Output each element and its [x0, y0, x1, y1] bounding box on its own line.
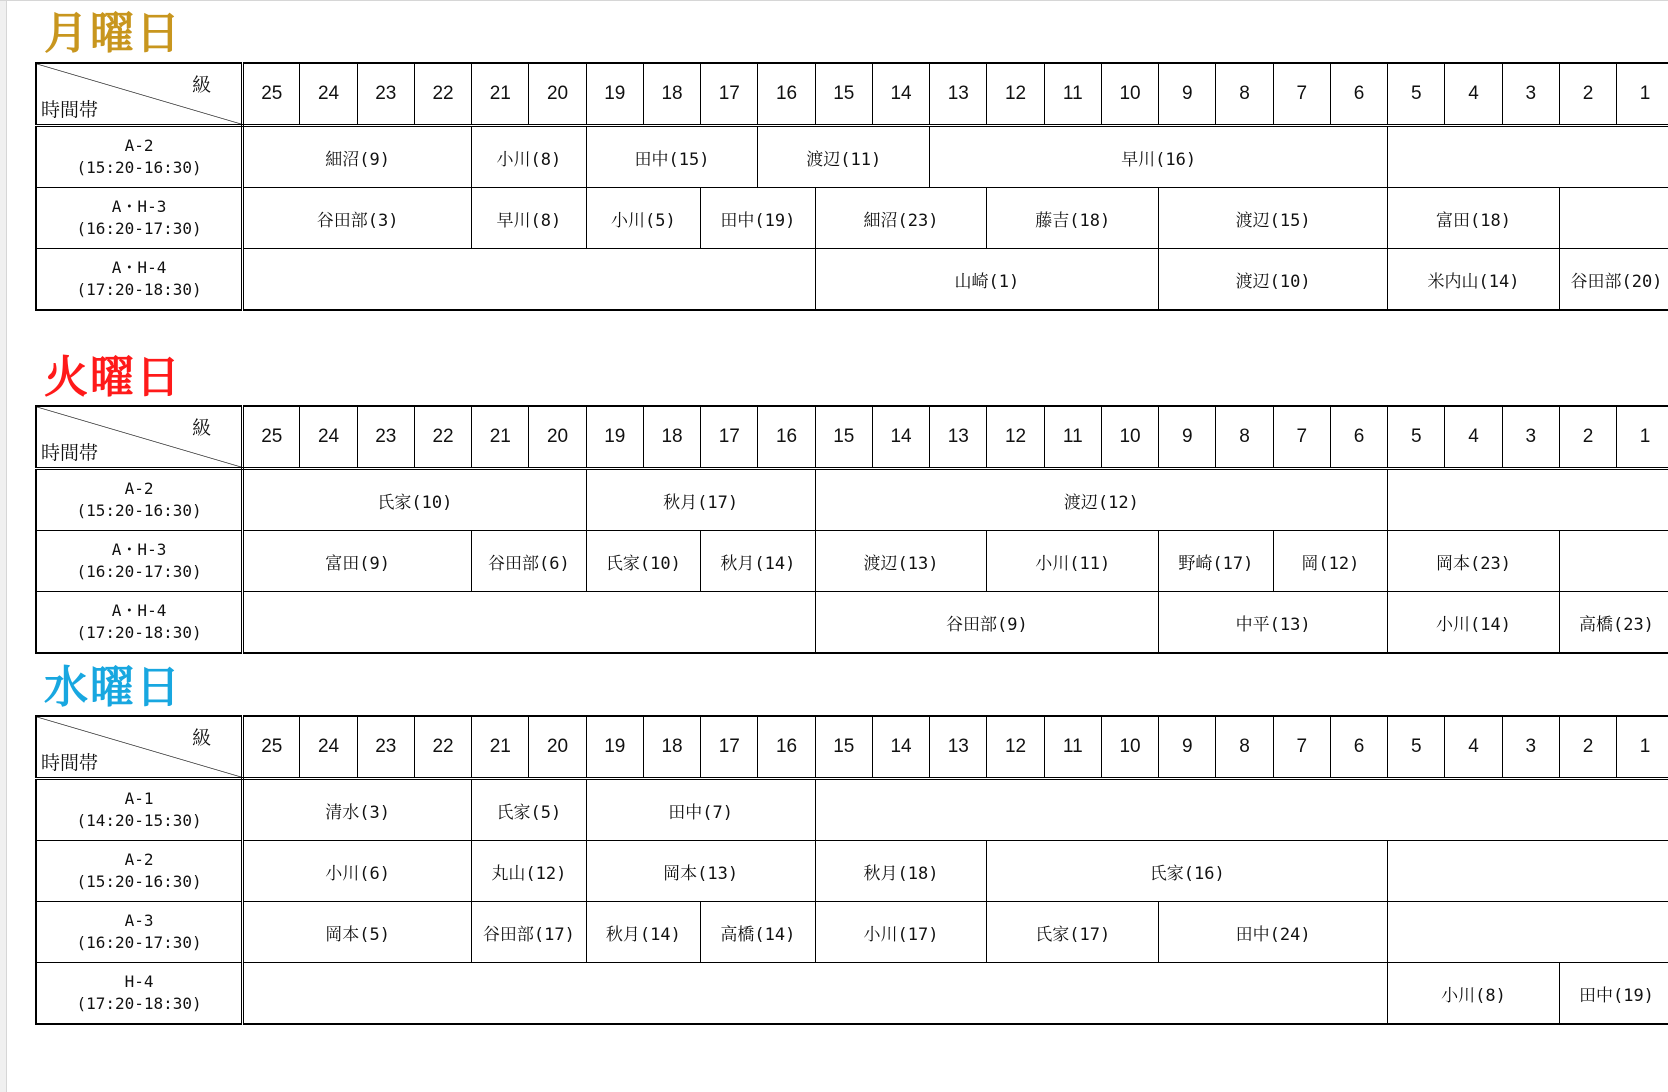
grade-header-cell: 20 [529, 406, 586, 469]
instructor-assignment-cell: 富田(9) [243, 531, 472, 592]
slot-time-range: (17:20-18:30) [76, 280, 202, 299]
slot-time-range: (16:20-17:30) [76, 219, 202, 238]
grade-header-cell: 19 [586, 406, 643, 469]
instructor-assignment-cell: 早川(8) [472, 188, 587, 249]
slot-code: A・H-4 [111, 601, 167, 620]
empty-cell [1388, 902, 1668, 963]
instructor-assignment-cell: 氏家(5) [472, 779, 587, 841]
grade-header-cell: 3 [1502, 716, 1559, 779]
instructor-assignment-cell: 中平(13) [1159, 592, 1388, 654]
time-slot-row [36, 188, 1668, 249]
instructor-assignment-cell: 藤吉(18) [987, 188, 1159, 249]
time-slot-cell [36, 841, 243, 902]
grade-header-cell: 9 [1159, 63, 1216, 126]
instructor-assignment-cell: 秋月(14) [701, 531, 816, 592]
grade-header-cell: 22 [414, 716, 471, 779]
grade-header-cell: 14 [872, 63, 929, 126]
grade-header-cell: 10 [1101, 63, 1158, 126]
time-slot-cell [36, 963, 243, 1025]
grade-header-cell: 21 [472, 716, 529, 779]
instructor-assignment-cell: 富田(18) [1388, 188, 1560, 249]
grade-header-cell: 25 [243, 63, 300, 126]
instructor-assignment-cell: 氏家(17) [987, 902, 1159, 963]
instructor-assignment-cell: 谷田部(6) [472, 531, 587, 592]
empty-cell [815, 779, 1668, 841]
grade-header-cell: 9 [1159, 716, 1216, 779]
instructor-assignment-cell: 氏家(10) [586, 531, 701, 592]
time-slot-cell [36, 469, 243, 531]
grade-header-cell: 8 [1216, 63, 1273, 126]
time-axis-label: 時間帯 [41, 442, 99, 464]
instructor-assignment-cell: 渡辺(12) [815, 469, 1388, 531]
instructor-assignment-cell: 小川(6) [243, 841, 472, 902]
grade-header-cell: 21 [472, 406, 529, 469]
schedule-table-monday [35, 62, 1668, 311]
time-slot-row [36, 126, 1668, 188]
grade-header-cell: 4 [1445, 63, 1502, 126]
grade-header-cell: 3 [1502, 63, 1559, 126]
header-corner-cell [36, 716, 243, 779]
sheet-top-border [0, 0, 1668, 1]
time-slot-cell [36, 126, 243, 188]
slot-code: A-2 [124, 136, 154, 155]
instructor-assignment-cell: 早川(16) [930, 126, 1388, 188]
grade-header-cell: 6 [1330, 63, 1387, 126]
grade-header-cell: 5 [1388, 406, 1445, 469]
instructor-assignment-cell: 渡辺(10) [1159, 249, 1388, 311]
schedule-table-wednesday [35, 715, 1668, 1025]
sheet-row-gutter [0, 0, 7, 1092]
instructor-assignment-cell: 小川(14) [1388, 592, 1560, 654]
grade-header-row [36, 63, 1668, 126]
grade-header-cell: 20 [529, 63, 586, 126]
time-axis-label: 時間帯 [41, 99, 99, 121]
grade-header-cell: 7 [1273, 406, 1330, 469]
grade-header-cell: 15 [815, 406, 872, 469]
grade-header-cell: 4 [1445, 406, 1502, 469]
grade-header-cell: 20 [529, 716, 586, 779]
instructor-assignment-cell: 岡(12) [1273, 531, 1388, 592]
instructor-assignment-cell: 岡本(13) [586, 841, 815, 902]
slot-time-range: (15:20-16:30) [76, 158, 202, 177]
instructor-assignment-cell: 渡辺(13) [815, 531, 987, 592]
instructor-assignment-cell: 秋月(17) [586, 469, 815, 531]
slot-time-range: (17:20-18:30) [76, 623, 202, 642]
instructor-assignment-cell: 細沼(9) [243, 126, 472, 188]
grade-header-cell: 8 [1216, 716, 1273, 779]
grade-axis-label: 級 [192, 727, 212, 749]
grade-header-cell: 17 [701, 406, 758, 469]
grade-header-cell: 18 [643, 716, 700, 779]
grade-header-cell: 16 [758, 63, 815, 126]
grade-header-row [36, 716, 1668, 779]
grade-header-cell: 12 [987, 406, 1044, 469]
grade-header-cell: 13 [930, 63, 987, 126]
instructor-assignment-cell: 米内山(14) [1388, 249, 1560, 311]
grade-header-cell: 2 [1559, 716, 1616, 779]
grade-header-cell: 3 [1502, 406, 1559, 469]
slot-code: A-2 [124, 850, 154, 869]
grade-header-cell: 21 [472, 63, 529, 126]
time-slot-row [36, 779, 1668, 841]
grade-header-cell: 23 [357, 716, 414, 779]
time-slot-cell [36, 779, 243, 841]
grade-axis-label: 級 [192, 417, 212, 439]
day-title-tuesday: 火曜日 [44, 352, 182, 403]
grade-header-cell: 13 [930, 716, 987, 779]
instructor-assignment-cell: 秋月(18) [815, 841, 987, 902]
grade-header-cell: 14 [872, 716, 929, 779]
instructor-assignment-cell: 氏家(10) [243, 469, 587, 531]
grade-header-cell: 15 [815, 63, 872, 126]
grade-header-cell: 1 [1617, 406, 1668, 469]
time-slot-cell [36, 592, 243, 654]
grade-header-cell: 13 [930, 406, 987, 469]
instructor-assignment-cell: 渡辺(11) [758, 126, 930, 188]
instructor-assignment-cell: 小川(17) [815, 902, 987, 963]
grade-header-cell: 2 [1559, 406, 1616, 469]
instructor-assignment-cell: 小川(8) [472, 126, 587, 188]
time-slot-row [36, 249, 1668, 311]
grade-header-cell: 25 [243, 716, 300, 779]
instructor-assignment-cell: 高橋(23) [1559, 592, 1668, 654]
instructor-assignment-cell: 谷田部(17) [472, 902, 587, 963]
grade-header-cell: 24 [300, 716, 357, 779]
empty-cell [1388, 126, 1668, 188]
instructor-assignment-cell: 氏家(16) [987, 841, 1388, 902]
slot-time-range: (16:20-17:30) [76, 562, 202, 581]
time-slot-row [36, 469, 1668, 531]
time-slot-row [36, 902, 1668, 963]
instructor-assignment-cell: 秋月(14) [586, 902, 701, 963]
time-slot-cell [36, 249, 243, 311]
empty-cell [1388, 841, 1668, 902]
grade-header-cell: 7 [1273, 716, 1330, 779]
time-slot-cell [36, 902, 243, 963]
grade-header-cell: 10 [1101, 716, 1158, 779]
slot-code: A・H-3 [111, 540, 167, 559]
slot-time-range: (16:20-17:30) [76, 933, 202, 952]
grade-header-cell: 19 [586, 716, 643, 779]
instructor-assignment-cell: 清水(3) [243, 779, 472, 841]
instructor-assignment-cell: 岡本(5) [243, 902, 472, 963]
grade-header-cell: 8 [1216, 406, 1273, 469]
empty-cell [1559, 188, 1668, 249]
header-corner-cell [36, 63, 243, 126]
instructor-assignment-cell: 田中(7) [586, 779, 815, 841]
slot-code: A・H-3 [111, 197, 167, 216]
empty-cell [243, 963, 1388, 1025]
grade-header-cell: 17 [701, 716, 758, 779]
day-title-wednesday: 水曜日 [44, 662, 182, 713]
day-title-monday: 月曜日 [44, 8, 182, 59]
grade-header-cell: 23 [357, 63, 414, 126]
grade-header-cell: 11 [1044, 63, 1101, 126]
slot-time-range: (15:20-16:30) [76, 501, 202, 520]
grade-header-cell: 22 [414, 63, 471, 126]
grade-header-cell: 22 [414, 406, 471, 469]
instructor-assignment-cell: 小川(8) [1388, 963, 1560, 1025]
instructor-assignment-cell: 田中(15) [586, 126, 758, 188]
grade-header-cell: 12 [987, 63, 1044, 126]
grade-header-cell: 16 [758, 406, 815, 469]
grade-axis-label: 級 [192, 74, 212, 96]
instructor-assignment-cell: 小川(5) [586, 188, 701, 249]
instructor-assignment-cell: 細沼(23) [815, 188, 987, 249]
time-slot-row [36, 531, 1668, 592]
time-slot-cell [36, 531, 243, 592]
grade-header-cell: 23 [357, 406, 414, 469]
grade-header-cell: 4 [1445, 716, 1502, 779]
time-slot-row [36, 963, 1668, 1025]
grade-header-cell: 6 [1330, 406, 1387, 469]
grade-header-cell: 18 [643, 406, 700, 469]
schedule-table-tuesday [35, 405, 1668, 654]
grade-header-cell: 11 [1044, 406, 1101, 469]
grade-header-cell: 10 [1101, 406, 1158, 469]
slot-code: A-2 [124, 479, 154, 498]
instructor-assignment-cell: 山崎(1) [815, 249, 1159, 311]
instructor-assignment-cell: 高橋(14) [701, 902, 816, 963]
instructor-assignment-cell: 田中(19) [1559, 963, 1668, 1025]
grade-header-cell: 6 [1330, 716, 1387, 779]
grade-header-cell: 15 [815, 716, 872, 779]
grade-header-cell: 24 [300, 406, 357, 469]
header-corner-cell [36, 406, 243, 469]
empty-cell [1388, 469, 1668, 531]
grade-header-cell: 7 [1273, 63, 1330, 126]
grade-header-cell: 24 [300, 63, 357, 126]
slot-code: A-3 [124, 911, 154, 930]
grade-header-cell: 2 [1559, 63, 1616, 126]
grade-header-cell: 5 [1388, 716, 1445, 779]
grade-header-cell: 18 [643, 63, 700, 126]
grade-header-cell: 16 [758, 716, 815, 779]
slot-code: A-1 [124, 789, 154, 808]
instructor-assignment-cell: 丸山(12) [472, 841, 587, 902]
instructor-assignment-cell: 谷田部(3) [243, 188, 472, 249]
grade-header-cell: 14 [872, 406, 929, 469]
grade-header-cell: 5 [1388, 63, 1445, 126]
slot-code: H-4 [124, 972, 154, 991]
empty-cell [243, 249, 816, 311]
grade-header-cell: 19 [586, 63, 643, 126]
grade-header-row [36, 406, 1668, 469]
slot-code: A・H-4 [111, 258, 167, 277]
instructor-assignment-cell: 渡辺(15) [1159, 188, 1388, 249]
instructor-assignment-cell: 谷田部(20) [1559, 249, 1668, 311]
instructor-assignment-cell: 田中(19) [701, 188, 816, 249]
instructor-assignment-cell: 谷田部(9) [815, 592, 1159, 654]
grade-header-cell: 11 [1044, 716, 1101, 779]
time-axis-label: 時間帯 [41, 752, 99, 774]
grade-header-cell: 9 [1159, 406, 1216, 469]
grade-header-cell: 25 [243, 406, 300, 469]
instructor-assignment-cell: 岡本(23) [1388, 531, 1560, 592]
grade-header-cell: 12 [987, 716, 1044, 779]
slot-time-range: (15:20-16:30) [76, 872, 202, 891]
time-slot-row [36, 592, 1668, 654]
time-slot-cell [36, 188, 243, 249]
slot-time-range: (17:20-18:30) [76, 994, 202, 1013]
instructor-assignment-cell: 小川(11) [987, 531, 1159, 592]
instructor-assignment-cell: 田中(24) [1159, 902, 1388, 963]
slot-time-range: (14:20-15:30) [76, 811, 202, 830]
empty-cell [243, 592, 816, 654]
grade-header-cell: 1 [1617, 63, 1668, 126]
grade-header-cell: 17 [701, 63, 758, 126]
time-slot-row [36, 841, 1668, 902]
grade-header-cell: 1 [1617, 716, 1668, 779]
empty-cell [1559, 531, 1668, 592]
instructor-assignment-cell: 野崎(17) [1159, 531, 1274, 592]
